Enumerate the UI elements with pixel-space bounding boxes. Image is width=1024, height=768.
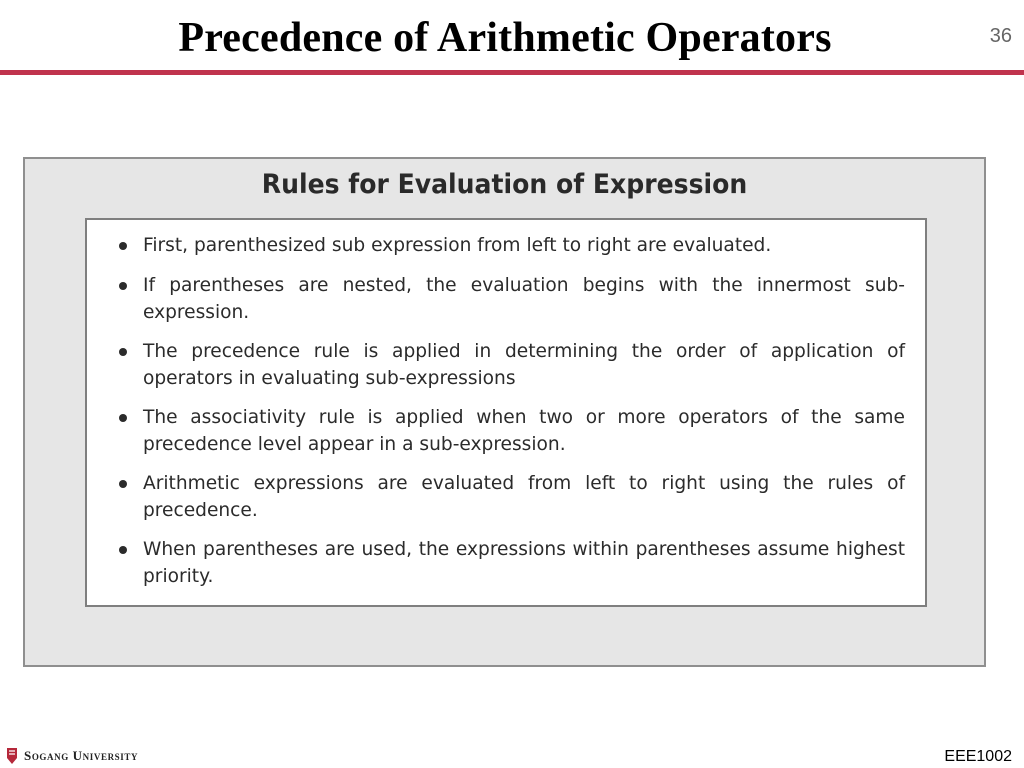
rule-text: The associativity rule is applied when two or more operators of the same precedence level appear in a sub-expression. — [143, 407, 905, 455]
rule-item — [117, 272, 905, 326]
rule-item — [117, 536, 905, 590]
course-code: EEE1002 — [944, 748, 1012, 765]
rule-item — [117, 338, 905, 392]
university-logo — [6, 745, 138, 767]
rule-item — [117, 232, 905, 259]
rule-text: First, parenthesized sub expression from left to right are evaluated. — [143, 235, 772, 256]
bullet-icon — [119, 348, 127, 356]
page-number: 36 — [989, 25, 1012, 47]
figure-heading: Rules for Evaluation of Expression — [261, 169, 748, 200]
rule-text: Arithmetic expressions are evaluated from left to right using the rules of precedence. — [143, 473, 905, 521]
rule-text: The precedence rule is applied in determining the order of application of operators in evaluating sub-expressions — [143, 341, 905, 389]
rule-item — [117, 404, 905, 458]
slide-title: Precedence of Arithmetic Operators — [178, 15, 832, 61]
bullet-icon — [119, 414, 127, 422]
title-divider — [0, 70, 1024, 75]
rule-item — [117, 470, 905, 524]
rules-figure — [23, 157, 986, 667]
university-emblem-icon — [6, 747, 18, 765]
rules-box — [85, 218, 927, 607]
bullet-icon — [119, 480, 127, 488]
bullet-icon — [119, 242, 127, 250]
rule-text: When parentheses are used, the expressions within parentheses assume highest priority. — [143, 539, 905, 587]
rules-list — [87, 220, 925, 590]
rule-text: If parentheses are nested, the evaluation begins with the innermost sub-expression. — [143, 275, 905, 323]
university-name: Sogang University — [24, 748, 139, 763]
bullet-icon — [119, 282, 127, 290]
bullet-icon — [119, 546, 127, 554]
